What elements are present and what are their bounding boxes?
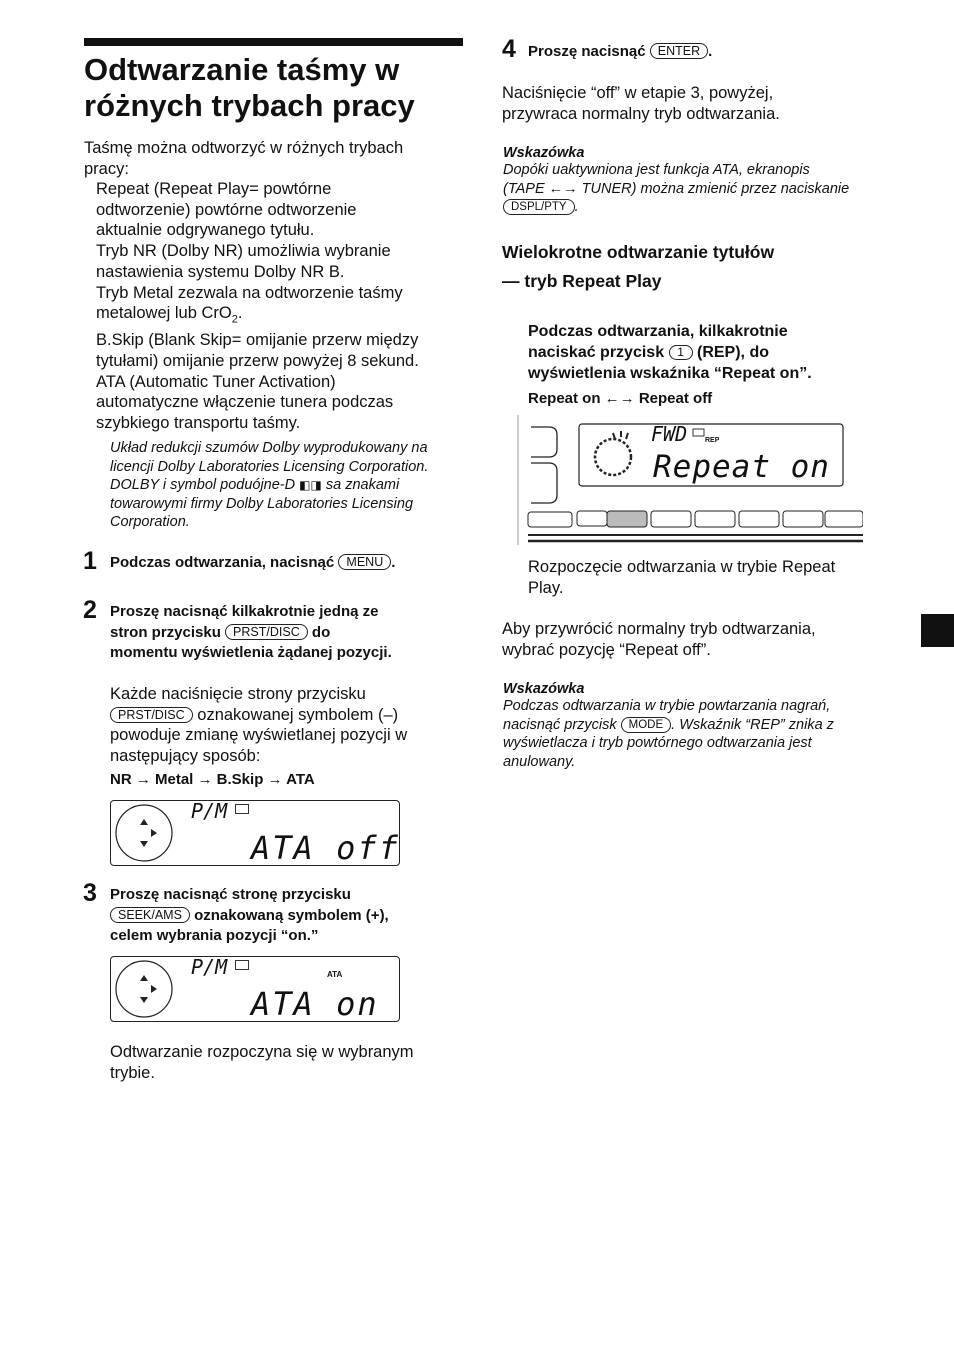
restore-paragraph: Aby przywrócić normalny tryb odtwarzania, wybrać pozycję “Repeat off”. bbox=[502, 620, 816, 659]
mode-line: metalowej lub CrO$_2$. bbox=[96, 304, 243, 326]
mode-line: nastawienia systemu Dolby NR B. bbox=[96, 262, 345, 281]
display-mode-label: P/M bbox=[191, 955, 228, 979]
tape-icon bbox=[235, 960, 249, 970]
step-3-result: Odtwarzanie rozpoczyna się w wybranym trybie. bbox=[110, 1043, 414, 1082]
step-1-number: 1 bbox=[83, 547, 97, 575]
intro-line-1: Taśmę można odtworzyć w różnych trybach bbox=[84, 139, 404, 157]
page-title bbox=[84, 52, 464, 124]
display-main-text: ATA on bbox=[251, 985, 379, 1023]
mode-line: szybkiego transportu taśmy. bbox=[96, 414, 301, 433]
hint-2: Wskazówka Podczas odtwarzania w trybie powtarzania nagrań, nacisnąć przycisk MODE . Wskaźnik “REP” znika z wyświetlacza i tryb powtórnego odtwarzania jest anulowany. bbox=[503, 681, 893, 771]
display-repeat-text: Repeat on bbox=[653, 449, 830, 485]
repeat-display-panel bbox=[517, 415, 863, 547]
mode-line: odtworzenie) powtórne odtworzenie bbox=[96, 200, 357, 219]
modes-list bbox=[96, 179, 466, 434]
step-1-text: Podczas odtwarzania, nacisnąć MENU . bbox=[110, 554, 396, 571]
preset-1-button[interactable]: 1 bbox=[669, 345, 693, 360]
repeat-toggle-sequence: Repeat on ←→ Repeat off bbox=[528, 390, 713, 407]
display-fwd-label: FWD bbox=[651, 422, 688, 446]
intro bbox=[84, 138, 403, 179]
step-4-number: 4 bbox=[502, 35, 516, 63]
dolby-double-d-icon: ◧◨ bbox=[299, 478, 322, 492]
page-title-line-1: Odtwarzanie taśmy w bbox=[84, 52, 400, 87]
step-4-text: Proszę nacisnąć ENTER . bbox=[528, 43, 713, 60]
dolby-note-line: DOLBY i symbol poduójne-D ◧◨ sa znakami bbox=[110, 477, 400, 493]
display-ata-off bbox=[110, 800, 400, 866]
control-dial-icon bbox=[111, 801, 181, 865]
title-rule bbox=[84, 38, 463, 46]
repeat-instruction: Podczas odtwarzania, kilkakrotnie naciskać przycisk 1 (REP), do wyświetlenia wskaźnika “Repeat on”. bbox=[528, 323, 812, 382]
mode-line: automatyczne włączenie tunera podczas bbox=[96, 393, 394, 412]
dspl-pty-button[interactable]: DSPL/PTY bbox=[503, 199, 575, 215]
ata-indicator: ATA bbox=[327, 970, 343, 979]
mode-button[interactable]: MODE bbox=[621, 717, 672, 733]
dolby-note-line: Corporation. bbox=[110, 514, 190, 530]
hint-2-title: Wskazówka bbox=[503, 681, 585, 697]
control-dial-icon bbox=[111, 957, 181, 1021]
display-main-text: ATA off bbox=[251, 829, 400, 867]
display-ata-on bbox=[110, 956, 400, 1022]
dolby-note bbox=[110, 439, 470, 532]
dolby-note-line: towarowymi firmy Dolby Laboratories Licensing bbox=[110, 495, 414, 512]
mode-line: aktualnie odgrywanego tytułu. bbox=[96, 221, 315, 240]
cro-subscript: 2 bbox=[231, 313, 238, 326]
enter-button[interactable]: ENTER bbox=[650, 43, 708, 59]
mode-line: Repeat (Repeat Play= powtórne bbox=[96, 180, 332, 198]
off-paragraph: Naciśnięcie “off” w etapie 3, powyżej, przywraca normalny tryb odtwarzania. bbox=[502, 84, 780, 123]
step-2-explanation: Każde naciśnięcie strony przycisku PRST/DISC oznakowanej symbolem (–) powoduje zmianę wyświetlanej pozycji w następujący sposób: bbox=[110, 685, 408, 766]
hint-1-title: Wskazówka bbox=[503, 145, 585, 161]
page-title-line-2: różnych trybach pracy bbox=[84, 88, 415, 123]
prst-disc-button[interactable]: PRST/DISC bbox=[225, 624, 308, 640]
menu-button[interactable]: MENU bbox=[338, 554, 391, 570]
rep-indicator: REP bbox=[705, 437, 720, 444]
dolby-note-line: Układ redukcji szumów Dolby wyprodukowany na bbox=[110, 440, 428, 456]
mode-line: Tryb NR (Dolby NR) umożliwia wybranie bbox=[96, 242, 391, 261]
step-3-text: Proszę nacisnąć stronę przycisku SEEK/AMS oznakowaną symbolem (+), celem wybrania pozycji “on.” bbox=[110, 886, 389, 944]
section-heading: Wielokrotne odtwarzanie tytułów — tryb Repeat Play bbox=[502, 242, 775, 291]
mode-sequence: NR → Metal → B.Skip → ATA bbox=[110, 771, 315, 788]
repeat-result: Rozpoczęcie odtwarzania w trybie Repeat Play. bbox=[528, 558, 836, 597]
intro-line-2: pracy: bbox=[84, 159, 129, 178]
step-2-number: 2 bbox=[83, 596, 97, 624]
step-3-number: 3 bbox=[83, 879, 97, 907]
mode-line: tytułami) omijanie przerw powyżej 8 sekund. bbox=[96, 351, 419, 370]
tape-icon bbox=[235, 804, 249, 814]
display-mode-label: P/M bbox=[191, 799, 228, 823]
step-2-text: Proszę nacisnąć kilkakrotnie jedną ze stron przycisku PRST/DISC do momentu wyświetlenia żądanej pozycji. bbox=[110, 603, 392, 661]
mode-line: Tryb Metal zezwala na odtworzenie taśmy bbox=[96, 283, 403, 302]
prst-disc-button[interactable]: PRST/DISC bbox=[110, 707, 193, 723]
seek-ams-button[interactable]: SEEK/AMS bbox=[110, 907, 190, 923]
hint-1: Wskazówka Dopóki uaktywniona jest funkcja ATA, ekranopis (TAPE ←→ TUNER) można zmienić przez naciskanie DSPL/PTY . bbox=[503, 145, 883, 217]
mode-line: B.Skip (Blank Skip= omijanie przerw między bbox=[96, 331, 419, 350]
section-tab-marker bbox=[921, 614, 954, 647]
mode-line: ATA (Automatic Tuner Activation) bbox=[96, 372, 336, 391]
dolby-note-line: licencji Dolby Laboratories Licensing Corporation. bbox=[110, 458, 429, 475]
